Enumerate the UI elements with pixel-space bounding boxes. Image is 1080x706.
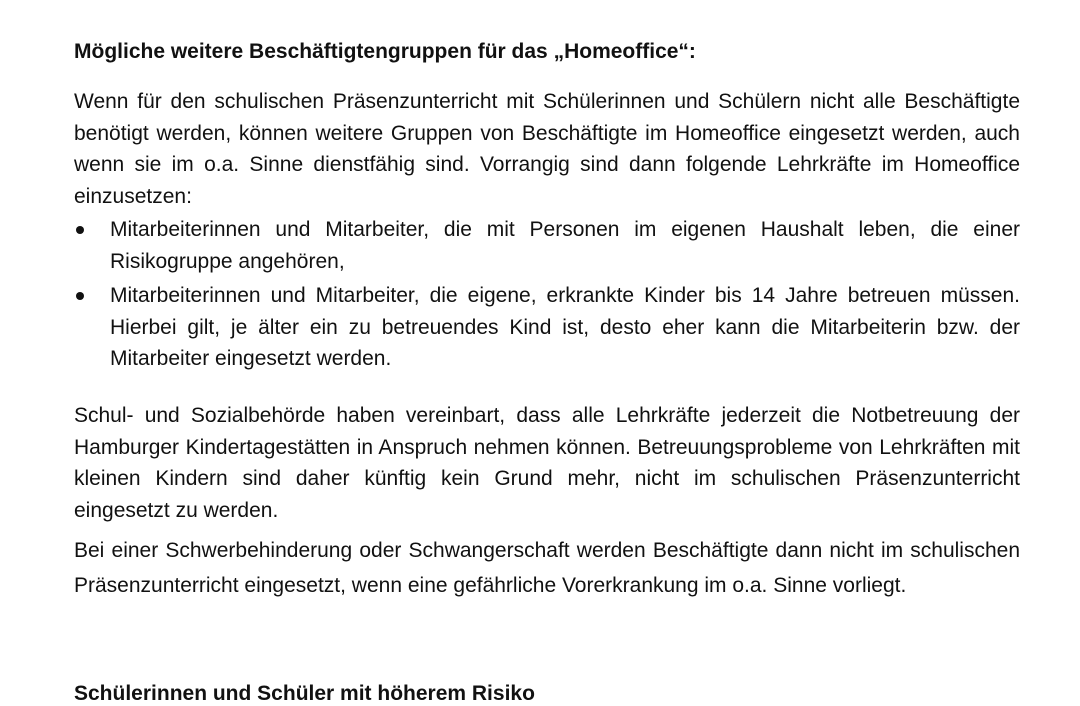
section-heading-homeoffice: Mögliche weitere Beschäftigtengruppen für das „Homeoffice“: bbox=[74, 40, 696, 63]
list-item bbox=[74, 214, 1020, 277]
bullet-icon bbox=[76, 292, 84, 300]
notbetreuung-paragraph: Schul- und Sozialbehörde haben vereinbart, dass alle Lehrkräfte jederzeit die Notbetreuung der Hamburger Kindertagestätten in Anspruch nehmen können. Betreuungsprobleme von Lehrkräften mit kleinen Kindern sind daher künftig kein Grund mehr, nicht im schulischen Präsenzunterricht eingesetzt zu werden. bbox=[74, 404, 1020, 522]
bullet-icon bbox=[76, 226, 84, 234]
bullet-list bbox=[74, 214, 1020, 378]
list-item bbox=[74, 280, 1020, 375]
intro-paragraph: Wenn für den schulischen Präsenzunterricht mit Schülerinnen und Schülern nicht alle Beschäftigte benötigt werden, können weitere Gruppen von Beschäftigte im Homeoffice eingesetzt werden, auch wenn sie im o.a. Sinne dienstfähig sind. Vorrangig sind dann folgende Lehrkräfte im Homeoffice einzusetzen: bbox=[74, 90, 1020, 208]
schwerbehinderung-paragraph: Bei einer Schwerbehinderung oder Schwangerschaft werden Beschäftigte dann nicht im schulischen Präsenzunterricht eingesetzt, wenn eine gefährliche Vorerkrankung im o.a. Sinne vorliegt. bbox=[74, 539, 1020, 597]
bullet-text: Mitarbeiterinnen und Mitarbeiter, die mit Personen im eigenen Haushalt leben, die einer Risikogruppe angehören, bbox=[110, 218, 1020, 273]
bullet-text: Mitarbeiterinnen und Mitarbeiter, die eigene, erkrankte Kinder bis 14 Jahre betreuen müssen. Hierbei gilt, je älter ein zu betreuendes Kind ist, desto eher kann die Mitarbeiterin bzw. der Mitarbeiter eingesetzt werden. bbox=[110, 284, 1020, 370]
section-heading-risiko: Schülerinnen und Schüler mit höherem Risiko bbox=[74, 682, 535, 705]
